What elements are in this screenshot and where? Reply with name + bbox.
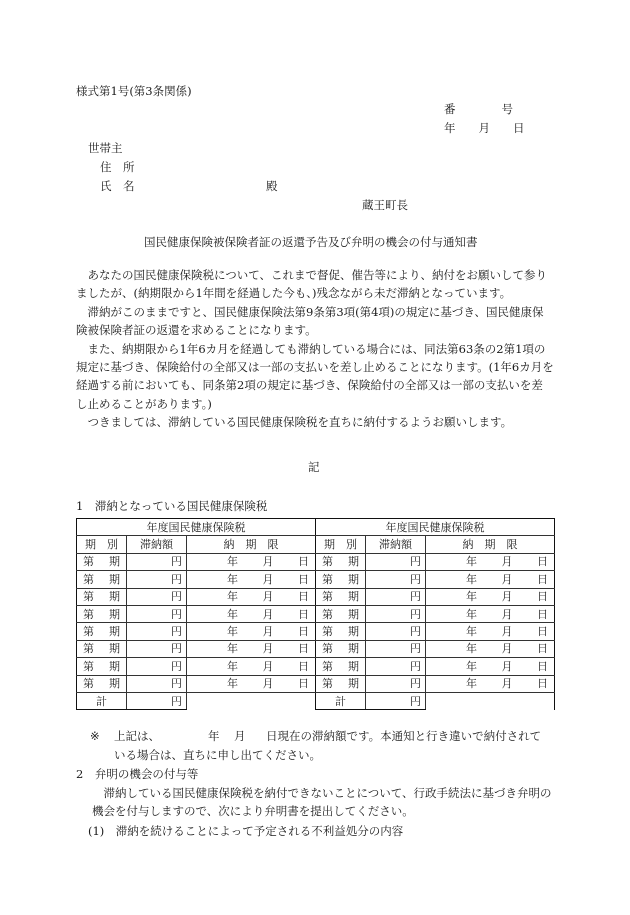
due-date-cell: 年 月 日 <box>426 571 555 588</box>
total-blank <box>426 692 555 709</box>
section2-text: 滞納している国民健康保険税を納付できないことについて、行政手続法に基づき弁明の機会を付与しますので、次により弁明書を提出してください。 <box>92 786 552 819</box>
table-row <box>77 605 555 622</box>
amount-cell: 円 <box>127 658 187 675</box>
total-amount: 円 <box>366 692 426 709</box>
body-paragraph: つきましては、滞納している国民健康保険税を直ちに納付するようお願いします。 <box>87 415 513 430</box>
section2-item-1: (1) 滞納を続けることによって予定される不利益処分の内容 <box>88 824 404 838</box>
issuer: 蔵王町長 <box>362 198 408 212</box>
amount-cell: 円 <box>366 553 426 570</box>
column-due-date: 納 期 限 <box>426 536 555 553</box>
household-head-label: 世帯主 <box>88 141 123 155</box>
period-cell: 第 期 <box>77 605 127 622</box>
due-date-cell: 年 月 日 <box>426 640 555 657</box>
due-date-cell: 年 月 日 <box>426 675 555 692</box>
name-label: 氏 名 <box>100 179 135 193</box>
period-cell: 第 期 <box>77 623 127 640</box>
due-date-cell: 年 月 日 <box>426 623 555 640</box>
due-date-cell: 年 月 日 <box>187 640 316 657</box>
amount-cell: 円 <box>127 640 187 657</box>
period-cell: 第 期 <box>77 588 127 605</box>
due-date-cell: 年 月 日 <box>187 553 316 570</box>
amount-cell: 円 <box>366 623 426 640</box>
period-cell: 第 期 <box>316 553 366 570</box>
amount-cell: 円 <box>366 675 426 692</box>
note-year: 年 <box>208 729 220 743</box>
period-cell: 第 期 <box>77 571 127 588</box>
delinquency-table <box>76 518 555 710</box>
due-date-cell: 年 月 日 <box>426 658 555 675</box>
document-number-label: 番 号 <box>444 102 513 116</box>
note-mark: ※ <box>90 729 100 743</box>
period-cell: 第 期 <box>77 675 127 692</box>
due-date-cell: 年 月 日 <box>187 623 316 640</box>
table-group-header-right: 年度国民健康保険税 <box>316 519 555 536</box>
honorific: 殿 <box>266 179 278 193</box>
amount-cell: 円 <box>366 605 426 622</box>
table-row <box>77 623 555 640</box>
column-amount: 滞納額 <box>366 536 426 553</box>
table-row <box>77 658 555 675</box>
column-period: 期 別 <box>77 536 127 553</box>
table-row <box>77 640 555 657</box>
total-row <box>77 692 555 709</box>
total-label: 計 <box>316 692 366 709</box>
due-date-cell: 年 月 日 <box>187 571 316 588</box>
address-label: 住 所 <box>100 160 135 174</box>
note-text-b: 日現在の滞納額です。本通知と行き違いで納付されて <box>266 729 542 743</box>
section2-paragraph <box>92 784 554 821</box>
body-paragraph: 滞納がこのままですと、国民健康保険法第9条第3項(第4項)の規定に基づき、国民健康保険被保険者証の返還を求めることになります。 <box>76 304 544 338</box>
total-amount: 円 <box>127 692 187 709</box>
amount-cell: 円 <box>366 571 426 588</box>
section1-title: 1 滞納となっている国民健康保険税 <box>76 499 268 513</box>
amount-cell: 円 <box>366 640 426 657</box>
period-cell: 第 期 <box>77 553 127 570</box>
note-text-a: 上記は、 <box>114 729 160 743</box>
due-date-cell: 年 月 日 <box>187 658 316 675</box>
column-period: 期 別 <box>316 536 366 553</box>
period-cell: 第 期 <box>316 675 366 692</box>
body-text <box>76 266 554 432</box>
due-date-cell: 年 月 日 <box>187 675 316 692</box>
body-paragraph: あなたの国民健康保険税について、これまで督促、催告等により、納付をお願いして参りましたが、(納期限から1年間を経過した今も、)残念ながら未だ滞納となっています。 <box>76 268 548 301</box>
ki-marker: 記 <box>308 460 320 474</box>
amount-cell: 円 <box>366 658 426 675</box>
period-cell: 第 期 <box>77 640 127 657</box>
period-cell: 第 期 <box>77 658 127 675</box>
body-paragraph: また、納期限から1年6カ月を経過しても滞納している場合には、同法第63条の2第1項の規定に基づき、保険給付の全部又は一部の支払いを差し止めることになります。(1年6カ月を経過する前においても、同条第2項の規定に基づき、保険給付の全部又は一部の支払いを差し止めることがあります。) <box>76 341 554 411</box>
table-row <box>77 675 555 692</box>
due-date-cell: 年 月 日 <box>426 605 555 622</box>
amount-cell: 円 <box>127 605 187 622</box>
amount-cell: 円 <box>127 553 187 570</box>
period-cell: 第 期 <box>316 623 366 640</box>
period-cell: 第 期 <box>316 658 366 675</box>
document-title: 国民健康保険被保険者証の返還予告及び弁明の機会の付与通知書 <box>144 235 478 249</box>
period-cell: 第 期 <box>316 605 366 622</box>
due-date-cell: 年 月 日 <box>187 605 316 622</box>
due-date-cell: 年 月 日 <box>426 588 555 605</box>
section2-title: 2 弁明の機会の付与等 <box>76 767 199 781</box>
amount-cell: 円 <box>366 588 426 605</box>
table-row <box>77 588 555 605</box>
period-cell: 第 期 <box>316 571 366 588</box>
total-label: 計 <box>77 692 127 709</box>
table-row <box>77 553 555 570</box>
date-label: 年 月 日 <box>444 121 525 135</box>
column-due-date: 納 期 限 <box>187 536 316 553</box>
amount-cell: 円 <box>127 675 187 692</box>
due-date-cell: 年 月 日 <box>187 588 316 605</box>
table-group-header-left: 年度国民健康保険税 <box>77 519 316 536</box>
amount-cell: 円 <box>127 571 187 588</box>
note-month: 月 <box>234 729 246 743</box>
amount-cell: 円 <box>127 588 187 605</box>
period-cell: 第 期 <box>316 588 366 605</box>
period-cell: 第 期 <box>316 640 366 657</box>
table-row <box>77 571 555 588</box>
total-blank <box>187 692 316 709</box>
amount-cell: 円 <box>127 623 187 640</box>
note-text-c: いる場合は、直ちに申し出てください。 <box>114 748 321 762</box>
column-amount: 滞納額 <box>127 536 187 553</box>
form-number: 様式第1号(第3条関係) <box>76 84 192 98</box>
due-date-cell: 年 月 日 <box>426 553 555 570</box>
